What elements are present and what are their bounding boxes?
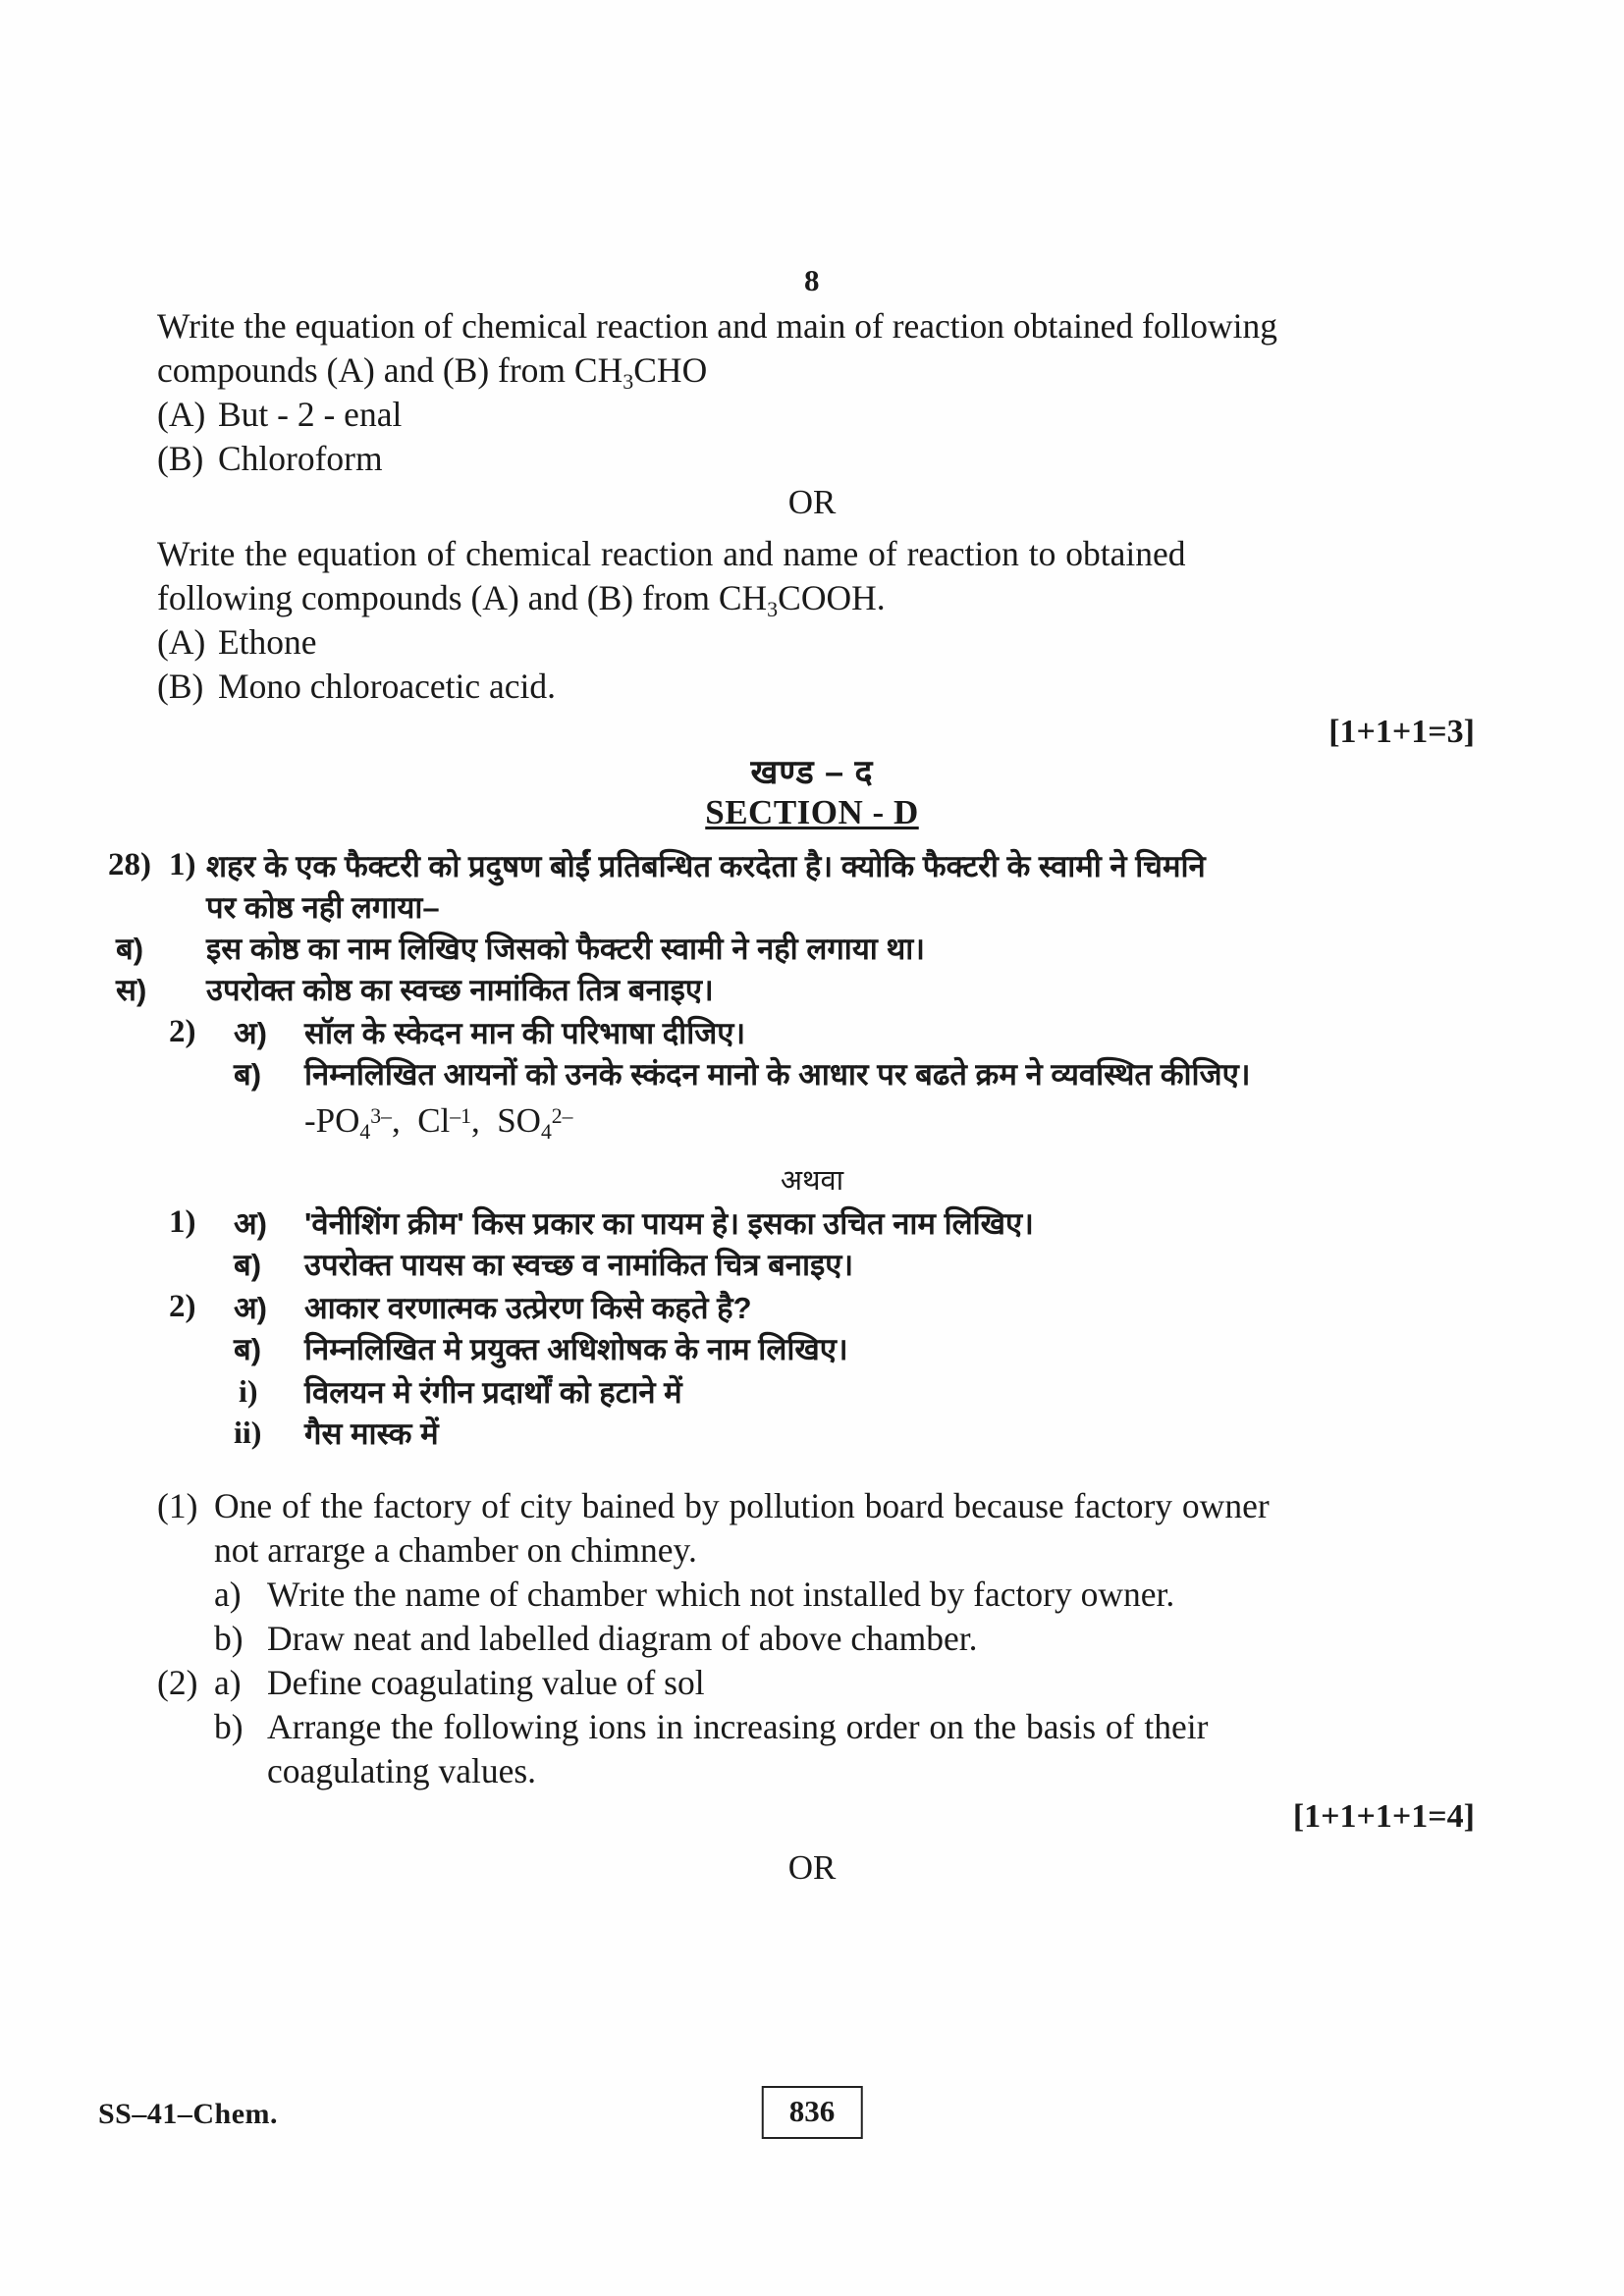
alt-question-1b-label: ब) — [234, 1248, 262, 1282]
ion-2-charge: –1 — [450, 1103, 471, 1128]
footer-page-box: 836 — [762, 2086, 863, 2139]
alt-compound-text-pre: following compounds (A) and (B) from CH — [157, 578, 768, 617]
question-28-2a-label: अ) — [234, 1016, 268, 1050]
option-a-label: (A) — [157, 395, 206, 434]
ion-3-subscript: 4 — [540, 1119, 552, 1144]
compound-text-post: CHO — [633, 350, 708, 390]
en-question-1a-label: a) — [214, 1575, 242, 1614]
en-question-2a-text: Define coagulating value of sol — [267, 1663, 705, 1702]
question-28-number: 28) — [108, 847, 151, 882]
alt-question-1-number: 1) — [169, 1204, 196, 1240]
ion-2-formula: Cl — [417, 1101, 451, 1140]
option-a-row — [157, 393, 402, 437]
compound-text-pre: compounds (A) and (B) from CH — [157, 350, 623, 390]
alt-question-2-ii-label: ii) — [234, 1415, 262, 1450]
ion-formula-line: $-PO_4^{3-}$, $Cl^{-1}$, $SO_4^{2-}$ — [304, 1101, 573, 1144]
alt-question-line-1: Write the equation of chemical reaction and name of reaction to obtained — [157, 534, 1186, 573]
option-b-row — [157, 437, 383, 481]
en-question-2-number: (2) — [157, 1663, 198, 1702]
question-28-2a-text: सॉल के स्केदन मान की परिभाषा दीजिए। — [304, 1016, 746, 1050]
alt-option-b-row — [157, 665, 556, 709]
ion-1-subscript: 4 — [359, 1119, 371, 1144]
question-28-part-1-line-1: शहर के एक फैक्टरी को प्रदुषण बोईं प्रतिबन्धित करदेता है। क्योकि फैक्टरी के स्वामी ने चिमनि — [206, 849, 1206, 883]
alt-question-2a-label: अ) — [234, 1291, 268, 1325]
question-28-part-1-number: 1) — [169, 847, 196, 882]
section-heading-english — [0, 793, 1624, 832]
alt-question-1b-text: उपरोक्त पायस का स्वच्छ व नामांकित चित्र बनाइए। — [304, 1248, 854, 1282]
alt-subscript-3: 3 — [767, 597, 779, 622]
ion-1-formula: -PO — [304, 1101, 360, 1140]
top-question-line-1: Write the equation of chemical reaction and main of reaction obtained following — [157, 306, 1278, 346]
question-28-s-text: उपरोक्त कोष्ठ का स्वच्छ नामांकित तित्र बनाइए। — [206, 973, 714, 1007]
question-28-part-2-number: 2) — [169, 1014, 196, 1049]
or-divider-bottom: OR — [787, 1848, 837, 1887]
subscript-3: 3 — [623, 369, 634, 395]
alt-option-b-label: (B) — [157, 667, 204, 706]
marks-bottom: [1+1+1+1=4] — [1292, 1798, 1475, 1835]
question-28-2b-text: निम्नलिखित आयनों को उनके स्कंदन मानो के आधार पर बढते क्रम ने व्यवस्थित कीजिए। — [304, 1057, 1251, 1092]
en-question-1-line-2: not arrarge a chamber on chimney. — [214, 1530, 697, 1570]
question-28-part-1-line-2: पर कोष्ठ नही लगाया– — [206, 890, 440, 925]
en-question-1b-text: Draw neat and labelled diagram of above chamber. — [267, 1619, 978, 1658]
en-question-2b-line-1: Arrange the following ions in increasing order on the basis of their — [267, 1707, 1209, 1746]
option-b-label: (B) — [157, 439, 204, 478]
alt-question-2-ii-text: गैस मास्क में — [304, 1416, 439, 1451]
alt-question-2b-label: ब) — [234, 1332, 262, 1366]
alt-question-2-i-text: विलयन मे रंगीन प्रदार्थों को हटाने में — [304, 1375, 682, 1410]
alt-option-a-label: (A) — [157, 622, 206, 662]
alt-question-2b-text: निम्नलिखित मे प्रयुक्त अधिशोषक के नाम लिखिए। — [304, 1332, 848, 1366]
page-number: 8 — [804, 263, 820, 297]
or-divider-top: OR — [787, 483, 837, 521]
en-question-1a-text: Write the name of chamber which not installed by factory owner. — [267, 1575, 1175, 1614]
section-heading-hindi-text: खण्ड – द — [750, 754, 874, 791]
section-heading-hindi — [0, 748, 1624, 793]
en-question-2b-label: b) — [214, 1707, 244, 1746]
en-question-1b-label: b) — [214, 1619, 244, 1658]
alt-question-2-i-label: i) — [239, 1373, 258, 1409]
athava-divider — [0, 1160, 1624, 1199]
question-28-b-label: ब) — [116, 932, 144, 966]
en-question-1-line-1: One of the factory of city bained by pollution board because factory owner — [214, 1486, 1270, 1525]
option-b-text: Chloroform — [218, 439, 383, 478]
ion-3-formula: SO — [497, 1101, 541, 1140]
ion-1-charge: 3– — [370, 1103, 392, 1128]
athava-text: अथवा — [780, 1165, 844, 1197]
question-28-b-text: इस कोष्ठ का नाम लिखिए जिसको फैक्टरी स्वामी ने नही लगाया था। — [206, 932, 926, 966]
marks-top: [1+1+1=3] — [1328, 714, 1475, 750]
alt-question-1a-label: अ) — [234, 1206, 268, 1241]
alt-option-b-text: Mono chloroacetic acid. — [218, 667, 557, 706]
question-28-2b-label: ब) — [234, 1057, 262, 1092]
alt-option-a-row — [157, 620, 317, 665]
question-28-s-label: स) — [116, 973, 147, 1007]
footer-paper-code: SS–41–Chem. — [98, 2098, 279, 2130]
alt-question-2a-text: आकार वरणात्मक उत्प्रेरण किसे कहते है? — [304, 1291, 752, 1325]
alt-question-1a-text: 'वेनीशिंग क्रीम' किस प्रकार का पायम हे। इसका उचित नाम लिखिए। — [304, 1206, 1034, 1241]
en-question-2b-line-2: coagulating values. — [267, 1751, 537, 1790]
section-heading-english-text: SECTION - D — [705, 793, 919, 831]
alt-option-a-text: Ethone — [218, 622, 317, 662]
alt-compound-text-post: COOH. — [778, 578, 886, 617]
ion-3-charge: 2– — [551, 1103, 573, 1128]
alt-question-2-number: 2) — [169, 1289, 196, 1324]
en-question-1-number: (1) — [157, 1486, 198, 1525]
option-a-text: But - 2 - enal — [218, 395, 403, 434]
en-question-2a-label: a) — [214, 1663, 242, 1702]
